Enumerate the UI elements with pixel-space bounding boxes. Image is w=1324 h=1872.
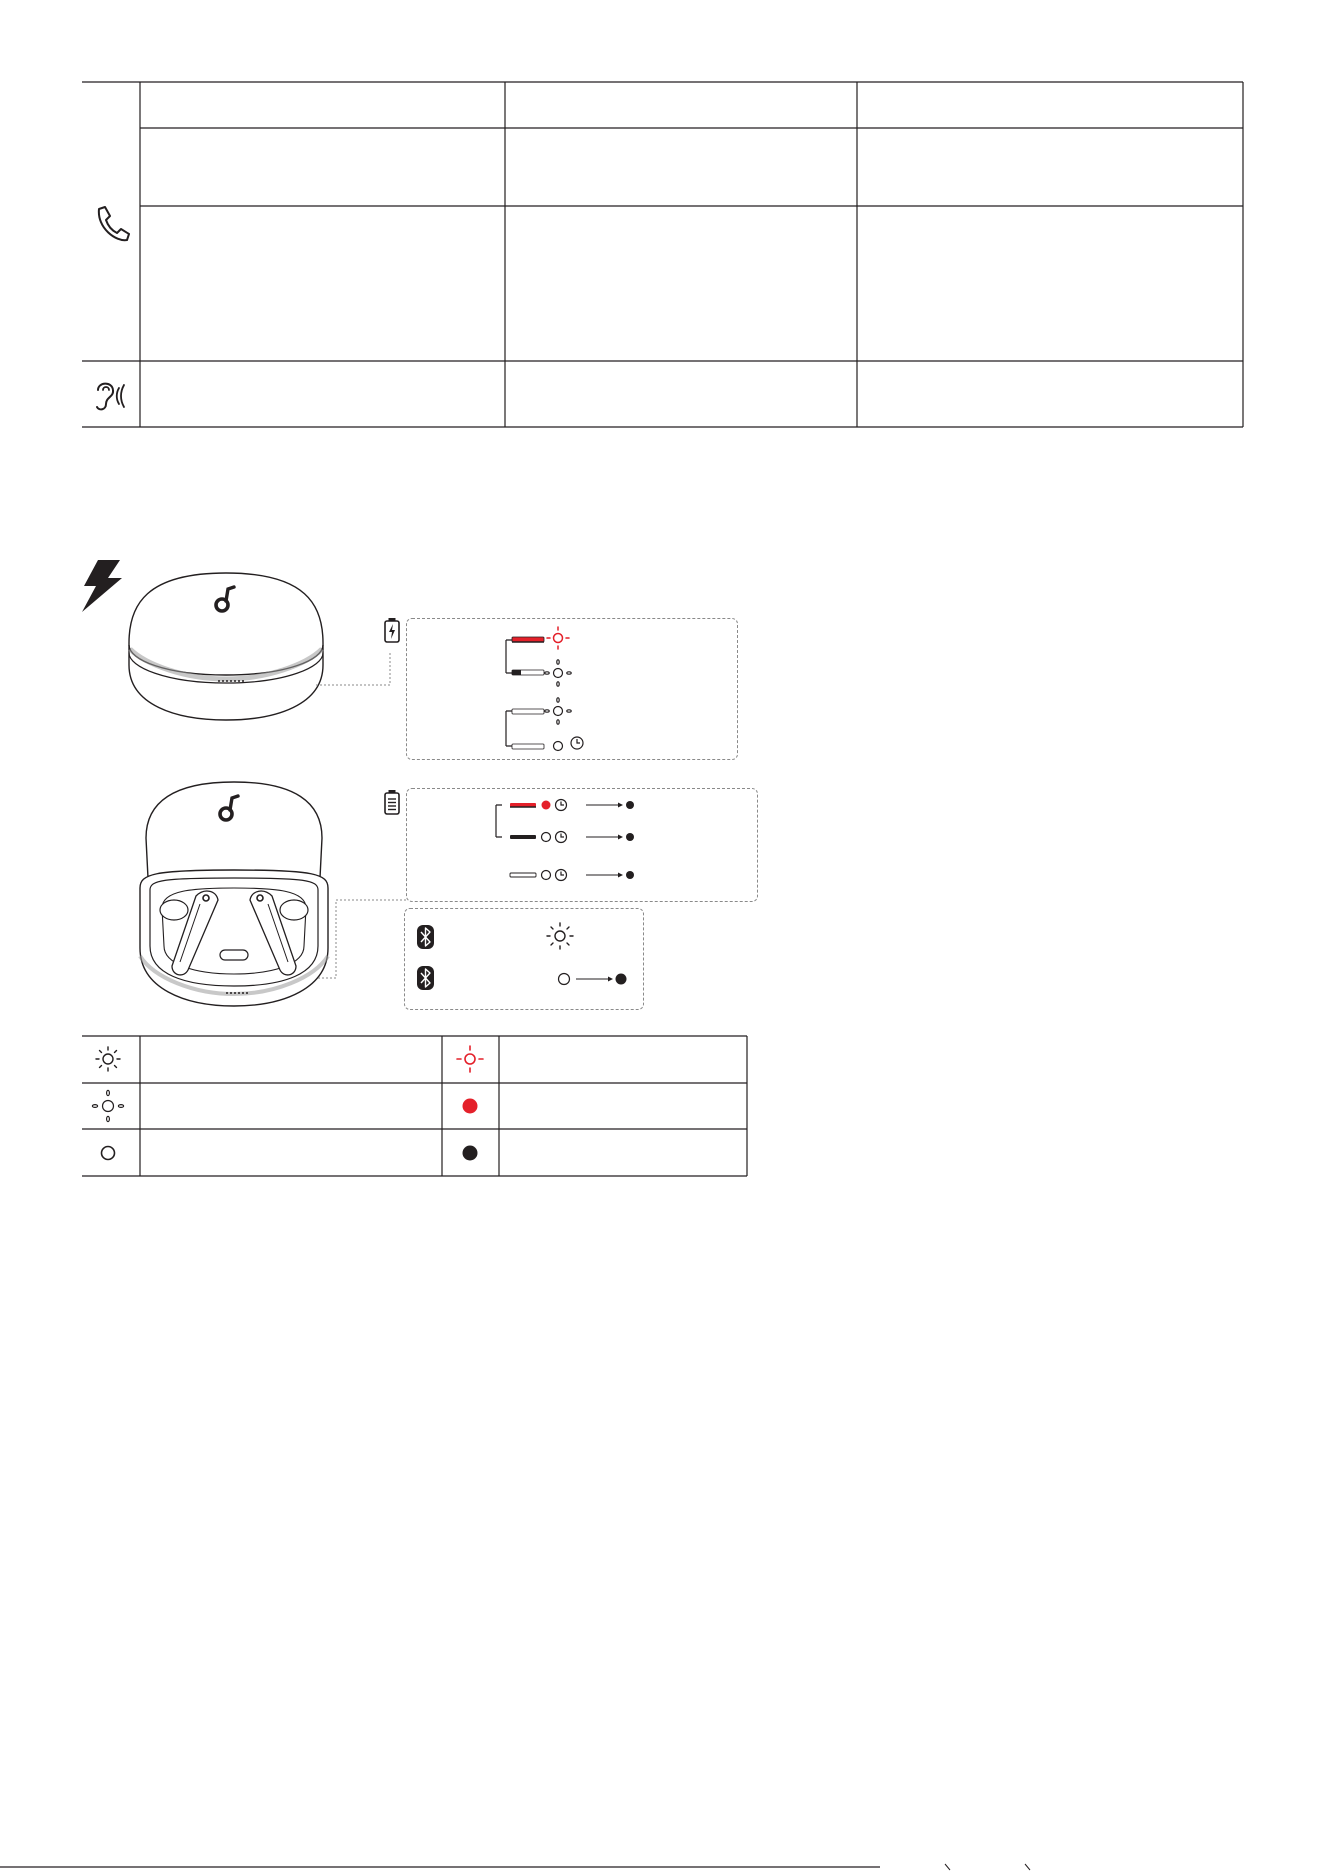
red-flashing-light-icon	[547, 627, 569, 649]
bluetooth-indicator-diagram	[404, 908, 642, 1008]
bluetooth-icon	[417, 925, 434, 949]
connector-line	[318, 898, 408, 980]
phone-icon	[92, 204, 132, 244]
battery-charging-icon	[384, 617, 400, 643]
timer-icon	[571, 737, 583, 749]
closed-case-illustration	[126, 565, 326, 725]
legend-grid	[80, 1034, 750, 1179]
battery-level-icon	[384, 789, 400, 815]
white-pulsing-light-icon	[545, 660, 571, 686]
bluetooth-icon	[417, 966, 434, 990]
red-flashing-light-icon	[457, 1046, 483, 1072]
white-flashing-light-icon	[96, 1047, 120, 1071]
connector-line	[316, 650, 406, 690]
footer-rule	[0, 1862, 1324, 1872]
light-off-icon	[463, 1146, 478, 1161]
open-case-illustration	[134, 778, 334, 1013]
solid-white-light-icon	[102, 1147, 115, 1160]
white-pulsing-light-icon	[92, 1090, 123, 1121]
lightning-bolt-icon	[78, 560, 124, 612]
ear-sound-icon	[90, 378, 130, 414]
solid-red-light-icon	[463, 1099, 478, 1114]
controls-table	[0, 0, 1324, 440]
battery-indicator-diagram	[406, 788, 756, 900]
controls-table-grid	[0, 0, 1324, 440]
light-legend-table	[80, 1034, 750, 1179]
charging-indicator-diagram	[406, 618, 736, 758]
